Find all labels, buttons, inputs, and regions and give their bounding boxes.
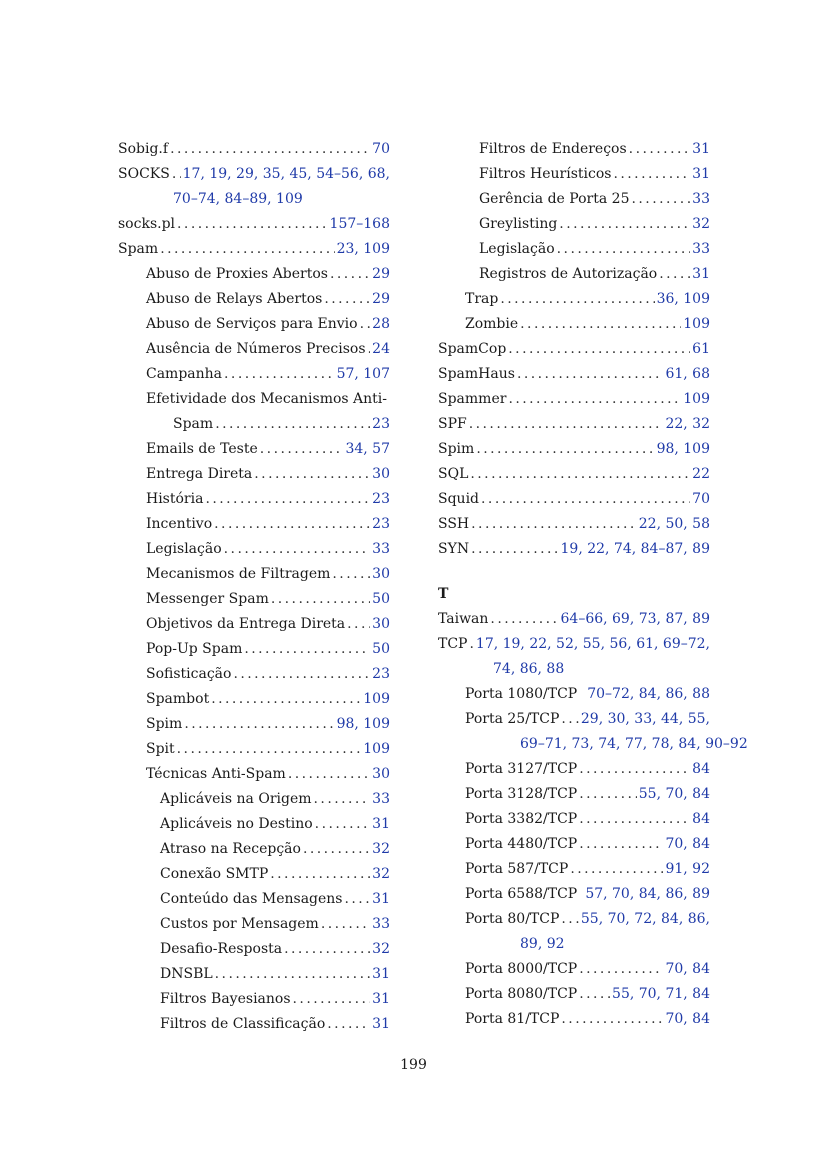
page-references-link[interactable]: 28 bbox=[372, 316, 390, 332]
index-entry-socks-pl bbox=[118, 212, 390, 237]
page-references-link[interactable]: 55, 70, 72, 84, 86, bbox=[580, 911, 710, 927]
dot-leader bbox=[244, 637, 370, 662]
page-references-link[interactable]: 109 bbox=[683, 391, 710, 407]
dot-leader bbox=[345, 887, 371, 912]
index-entry-sql bbox=[438, 462, 710, 487]
page-references-link[interactable]: 31 bbox=[372, 966, 390, 982]
index-term: DNSBL bbox=[160, 966, 213, 982]
index-entry-taiwan bbox=[438, 607, 710, 632]
page-references-continuation-link[interactable]: 89, 92 bbox=[520, 936, 565, 952]
index-term: Sofisticação bbox=[146, 666, 232, 682]
index-entry-mecanismos-de-filtragem bbox=[118, 562, 390, 587]
dot-leader bbox=[500, 287, 654, 312]
index-entry-filtros-heuristicos bbox=[438, 162, 710, 187]
page-references-link[interactable]: 32 bbox=[692, 216, 710, 232]
index-entry-spim bbox=[438, 437, 710, 462]
index-term: Spit bbox=[146, 741, 175, 757]
page-references-link[interactable]: 34, 57 bbox=[345, 441, 390, 457]
index-term: Ausência de Números Precisos bbox=[146, 341, 366, 357]
page-references-link[interactable]: 31 bbox=[692, 141, 710, 157]
index-entry-registros-de-autorizacao bbox=[438, 262, 710, 287]
index-term: Filtros de Endereços bbox=[479, 141, 627, 157]
index-term: Objetivos da Entrega Direta bbox=[146, 616, 346, 632]
page-references-link[interactable]: 32 bbox=[372, 841, 390, 857]
page-references-link[interactable]: 70 bbox=[692, 491, 710, 507]
index-entry-entrega-direta bbox=[118, 462, 390, 487]
index-term: Zombie bbox=[465, 316, 519, 332]
dot-leader bbox=[517, 362, 664, 387]
page-references-link[interactable]: 23 bbox=[372, 516, 390, 532]
dot-leader bbox=[579, 957, 663, 982]
index-entry-porta-3127-tcp bbox=[438, 757, 710, 782]
index-column-left bbox=[118, 137, 390, 1037]
index-entry-efetividade-dos-mecanismos-anti bbox=[118, 387, 390, 412]
index-term: Filtros Bayesianos bbox=[160, 991, 291, 1007]
dot-leader bbox=[629, 137, 691, 162]
index-entry-abuso-de-relays-abertos bbox=[118, 287, 390, 312]
index-term: Porta 1080/TCP bbox=[465, 686, 578, 702]
page-references-link[interactable]: 17, 19, 29, 35, 45, 54–56, 68, bbox=[182, 166, 390, 182]
index-term: Porta 81/TCP bbox=[465, 1011, 560, 1027]
index-term: Gerência de Porta 25 bbox=[479, 191, 630, 207]
index-entry-filtros-de-enderecos bbox=[438, 137, 710, 162]
dot-leader bbox=[288, 762, 370, 787]
index-term: Porta 8080/TCP bbox=[465, 986, 578, 1002]
dot-leader bbox=[508, 387, 681, 412]
index-term: SpamHaus bbox=[438, 366, 515, 382]
page-references-continuation-link[interactable]: 69–71, 73, 74, 77, 78, 84, 90–92 bbox=[520, 736, 748, 752]
dot-leader bbox=[160, 237, 334, 262]
page-references-link[interactable]: 23 bbox=[372, 491, 390, 507]
dot-leader bbox=[172, 162, 181, 187]
dot-leader bbox=[481, 487, 690, 512]
dot-leader bbox=[293, 987, 371, 1012]
index-term: Registros de Autorização bbox=[479, 266, 658, 282]
index-term: SSH bbox=[438, 516, 470, 532]
index-entry-porta-4480-tcp bbox=[438, 832, 710, 857]
dot-leader bbox=[271, 587, 370, 612]
page-references-link[interactable]: 61 bbox=[692, 341, 710, 357]
index-entry-syn bbox=[438, 537, 710, 562]
index-entry-porta-3382-tcp bbox=[438, 807, 710, 832]
page-references-link[interactable]: 91, 92 bbox=[665, 861, 710, 877]
index-entry-porta-81-tcp bbox=[438, 1007, 710, 1032]
index-entry-emails-de-teste bbox=[118, 437, 390, 462]
dot-leader bbox=[270, 862, 370, 887]
page-references-link[interactable]: 33 bbox=[372, 916, 390, 932]
page-references-link[interactable]: 30 bbox=[372, 616, 390, 632]
index-term: Técnicas Anti-Spam bbox=[146, 766, 286, 782]
index-entry-porta-25-tcp bbox=[438, 707, 710, 732]
page-references-link[interactable]: 31 bbox=[372, 891, 390, 907]
index-term: Conexão SMTP bbox=[160, 866, 269, 882]
page-references-link[interactable]: 29 bbox=[372, 291, 390, 307]
index-entry-filtros-de-classificacao bbox=[118, 1012, 390, 1037]
page-references-link[interactable]: 31 bbox=[692, 266, 710, 282]
dot-leader bbox=[469, 412, 664, 437]
dot-leader bbox=[490, 607, 558, 632]
index-entry-ausencia-de-numeros-precisos bbox=[118, 337, 390, 362]
page-references-link[interactable]: 29 bbox=[372, 266, 390, 282]
index-term: Spim bbox=[438, 441, 475, 457]
index-term: Aplicáveis na Origem bbox=[160, 791, 312, 807]
dot-leader bbox=[508, 337, 690, 362]
page-references-link[interactable]: 61, 68 bbox=[665, 366, 710, 382]
page-references-link[interactable]: 157–168 bbox=[329, 216, 390, 232]
index-term: Trap bbox=[465, 291, 499, 307]
page-references-link[interactable]: 33 bbox=[692, 241, 710, 257]
index-term: Porta 80/TCP bbox=[465, 911, 560, 927]
index-term: Filtros Heurísticos bbox=[479, 166, 612, 182]
index-entry-aplicaveis-no-destino bbox=[118, 812, 390, 837]
dot-leader bbox=[347, 612, 370, 637]
page-references-link[interactable]: 109 bbox=[683, 316, 710, 332]
index-entry-filtros-bayesianos bbox=[118, 987, 390, 1012]
page-references-link[interactable]: 98, 109 bbox=[336, 716, 390, 732]
index-entry-porta-8000-tcp bbox=[438, 957, 710, 982]
index-term: Emails de Teste bbox=[146, 441, 258, 457]
page-references-link[interactable]: 24 bbox=[372, 341, 390, 357]
index-entry-continuation bbox=[118, 412, 390, 437]
dot-leader bbox=[224, 537, 371, 562]
page-references-link[interactable]: 70–72, 84, 86, 88 bbox=[587, 686, 710, 702]
index-entry-atraso-na-recepcao bbox=[118, 837, 390, 862]
index-term: Legislação bbox=[146, 541, 222, 557]
index-entry-porta-587-tcp bbox=[438, 857, 710, 882]
dot-leader bbox=[470, 462, 690, 487]
index-term: SYN bbox=[438, 541, 470, 557]
dot-leader bbox=[315, 812, 371, 837]
dot-leader bbox=[469, 632, 473, 657]
dot-leader bbox=[561, 707, 578, 732]
page-references-link[interactable]: 57, 107 bbox=[336, 366, 390, 382]
dot-leader bbox=[632, 187, 691, 212]
index-term: SOCKS bbox=[118, 166, 170, 182]
index-term: Spim bbox=[146, 716, 183, 732]
dot-leader bbox=[321, 912, 370, 937]
index-term: História bbox=[146, 491, 204, 507]
dot-leader bbox=[368, 337, 371, 362]
section-letter-heading: T bbox=[438, 586, 449, 602]
dot-leader bbox=[214, 512, 370, 537]
index-entry-porta-80-tcp bbox=[438, 907, 710, 932]
page-references-link[interactable]: 19, 22, 74, 84–87, 89 bbox=[560, 541, 710, 557]
dot-leader bbox=[557, 237, 691, 262]
dot-leader bbox=[211, 687, 361, 712]
page-references-link[interactable]: 109 bbox=[363, 741, 390, 757]
dot-leader bbox=[233, 662, 370, 687]
page-references-link[interactable]: 23 bbox=[372, 416, 390, 432]
index-term: Mecanismos de Filtragem bbox=[146, 566, 331, 582]
page-references-link[interactable]: 32 bbox=[372, 866, 390, 882]
dot-leader bbox=[327, 1012, 370, 1037]
index-term: Squid bbox=[438, 491, 480, 507]
index-term: Messenger Spam bbox=[146, 591, 269, 607]
page-references-link[interactable]: 55, 70, 71, 84 bbox=[612, 986, 710, 1002]
page-references-link[interactable]: 22 bbox=[692, 466, 710, 482]
dot-leader bbox=[579, 807, 690, 832]
index-term: Filtros de Classificação bbox=[160, 1016, 326, 1032]
dot-leader bbox=[177, 737, 362, 762]
index-term: Desafio-Resposta bbox=[160, 941, 283, 957]
page-references-link[interactable]: 30 bbox=[372, 466, 390, 482]
dot-leader bbox=[215, 962, 371, 987]
page-references-link[interactable]: 22, 50, 58 bbox=[638, 516, 710, 532]
dot-leader bbox=[520, 312, 681, 337]
index-term-continuation: Spam bbox=[173, 416, 214, 432]
page-references-link[interactable]: 33 bbox=[372, 791, 390, 807]
index-term: socks.pl bbox=[118, 216, 176, 232]
index-term: TCP bbox=[438, 636, 468, 652]
index-entry-spit bbox=[118, 737, 390, 762]
index-term: Incentivo bbox=[146, 516, 213, 532]
index-entry-porta-6588-tcp bbox=[438, 882, 710, 907]
page-references-continuation-link[interactable]: 74, 86, 88 bbox=[493, 661, 565, 677]
page-references-link[interactable]: 57, 70, 84, 86, 89 bbox=[585, 886, 710, 902]
index-term: Porta 4480/TCP bbox=[465, 836, 578, 852]
page-references-link[interactable]: 30 bbox=[372, 566, 390, 582]
index-term: Porta 3128/TCP bbox=[465, 786, 578, 802]
page-references-link[interactable]: 70 bbox=[372, 141, 390, 157]
index-term: Porta 25/TCP bbox=[465, 711, 560, 727]
dot-leader bbox=[579, 782, 637, 807]
page-references-link[interactable]: 55, 70, 84 bbox=[638, 786, 710, 802]
index-term: Porta 3127/TCP bbox=[465, 761, 578, 777]
page-references-link[interactable]: 84 bbox=[692, 811, 710, 827]
dot-leader bbox=[260, 437, 344, 462]
page-references-link[interactable]: 31 bbox=[692, 166, 710, 182]
index-entry-socks bbox=[118, 162, 390, 187]
index-entry-zombie bbox=[438, 312, 710, 337]
index-entry-conexao-smtp bbox=[118, 862, 390, 887]
page-references-continuation-link[interactable]: 70–74, 84–89, 109 bbox=[173, 191, 303, 207]
index-entry-porta-3128-tcp bbox=[438, 782, 710, 807]
index-entry-legislacao bbox=[118, 537, 390, 562]
index-entry-legislacao bbox=[438, 237, 710, 262]
index-term: Abuso de Serviços para Envio bbox=[146, 316, 358, 332]
index-entry-abuso-de-proxies-abertos bbox=[118, 262, 390, 287]
page-references-link[interactable]: 84 bbox=[692, 761, 710, 777]
page-number: 199 bbox=[400, 1057, 427, 1073]
index-entry-gerencia-de-porta-25 bbox=[438, 187, 710, 212]
dot-leader bbox=[170, 137, 370, 162]
page-references-link[interactable]: 31 bbox=[372, 1016, 390, 1032]
index-entry-spim bbox=[118, 712, 390, 737]
index-entry-spf bbox=[438, 412, 710, 437]
dot-leader bbox=[579, 982, 610, 1007]
dot-leader bbox=[205, 487, 370, 512]
index-term: Porta 587/TCP bbox=[465, 861, 569, 877]
dot-leader bbox=[471, 537, 558, 562]
index-entry-custos-por-mensagem bbox=[118, 912, 390, 937]
index-entry-squid bbox=[438, 487, 710, 512]
index-term: Abuso de Proxies Abertos bbox=[146, 266, 328, 282]
index-term: Porta 8000/TCP bbox=[465, 961, 578, 977]
page-references-link[interactable]: 30 bbox=[372, 766, 390, 782]
index-entry-abuso-de-servicos-para-envio bbox=[118, 312, 390, 337]
index-entry-campanha bbox=[118, 362, 390, 387]
page-references-link[interactable]: 36, 109 bbox=[656, 291, 710, 307]
index-entry-tecnicas-anti-spam bbox=[118, 762, 390, 787]
page-references-link[interactable]: 31 bbox=[372, 991, 390, 1007]
index-entry-conteudo-das-mensagens bbox=[118, 887, 390, 912]
index-term: Porta 3382/TCP bbox=[465, 811, 578, 827]
dot-leader bbox=[471, 512, 637, 537]
index-term: Spam bbox=[118, 241, 159, 257]
page-references-link[interactable]: 70, 84 bbox=[665, 836, 710, 852]
index-term: Aplicáveis no Destino bbox=[160, 816, 313, 832]
index-entry-pop-up-spam bbox=[118, 637, 390, 662]
index-term: Porta 6588/TCP bbox=[465, 886, 578, 902]
index-term: Sobig.f bbox=[118, 141, 169, 157]
dot-leader bbox=[659, 262, 690, 287]
page-references-link[interactable]: 29, 30, 33, 44, 55, bbox=[580, 711, 710, 727]
page-references-link[interactable]: 22, 32 bbox=[665, 416, 710, 432]
dot-leader bbox=[284, 937, 370, 962]
page-references-link[interactable]: 50 bbox=[372, 591, 390, 607]
index-term: Atraso na Recepção bbox=[160, 841, 301, 857]
index-entry-greylisting bbox=[438, 212, 710, 237]
dot-leader bbox=[324, 287, 370, 312]
dot-leader bbox=[314, 787, 371, 812]
index-entry-sofisticacao bbox=[118, 662, 390, 687]
page-references-link[interactable]: 31 bbox=[372, 816, 390, 832]
dot-leader bbox=[613, 162, 690, 187]
index-term: Legislação bbox=[479, 241, 555, 257]
index-column-right bbox=[438, 137, 748, 1032]
dot-leader bbox=[224, 362, 335, 387]
index-entry-spamhaus bbox=[438, 362, 710, 387]
dot-leader bbox=[570, 857, 663, 882]
index-term: Spambot bbox=[146, 691, 210, 707]
index-entry-aplicaveis-na-origem bbox=[118, 787, 390, 812]
index-term: Custos por Mensagem bbox=[160, 916, 319, 932]
index-entry-historia bbox=[118, 487, 390, 512]
index-entry-ssh bbox=[438, 512, 710, 537]
dot-leader bbox=[559, 212, 690, 237]
page-references-link[interactable]: 33 bbox=[372, 541, 390, 557]
page-references-link[interactable]: 64–66, 69, 73, 87, 89 bbox=[560, 611, 710, 627]
dot-leader bbox=[332, 562, 370, 587]
index-entry-trap bbox=[438, 287, 710, 312]
dot-leader bbox=[360, 312, 371, 337]
dot-leader bbox=[215, 412, 370, 437]
page-references-link[interactable]: 17, 19, 22, 52, 55, 56, 61, 69–72, bbox=[475, 636, 710, 652]
page-references-link[interactable]: 109 bbox=[363, 691, 390, 707]
dot-leader bbox=[561, 907, 578, 932]
index-term: Efetividade dos Mecanismos Anti- bbox=[146, 391, 387, 407]
index-entry-messenger-spam bbox=[118, 587, 390, 612]
dot-leader bbox=[177, 212, 328, 237]
index-term: SQL bbox=[438, 466, 469, 482]
page-references-link[interactable]: 98, 109 bbox=[656, 441, 710, 457]
index-entry-tcp bbox=[438, 632, 710, 657]
page-references-link[interactable]: 70, 84 bbox=[665, 961, 710, 977]
dot-leader bbox=[476, 437, 654, 462]
dot-leader bbox=[561, 1007, 663, 1032]
index-term: Pop-Up Spam bbox=[146, 641, 243, 657]
dot-leader bbox=[303, 837, 370, 862]
index-entry-incentivo bbox=[118, 512, 390, 537]
page-references-link[interactable]: 23, 109 bbox=[336, 241, 390, 257]
dot-leader bbox=[579, 832, 663, 857]
index-entry-sobig-f bbox=[118, 137, 390, 162]
index-term: Greylisting bbox=[479, 216, 558, 232]
index-entry-porta-1080-tcp bbox=[438, 682, 710, 707]
index-term: Abuso de Relays Abertos bbox=[146, 291, 323, 307]
index-entry-desafio-resposta bbox=[118, 937, 390, 962]
dot-leader bbox=[184, 712, 334, 737]
index-term: Taiwan bbox=[438, 611, 489, 627]
index-term: Campanha bbox=[146, 366, 223, 382]
page-references-link[interactable]: 23 bbox=[372, 666, 390, 682]
page-references-link[interactable]: 70, 84 bbox=[665, 1011, 710, 1027]
index-entry-spam bbox=[118, 237, 390, 262]
index-entry-porta-8080-tcp bbox=[438, 982, 710, 1007]
index-term: Conteúdo das Mensagens bbox=[160, 891, 343, 907]
index-term: SPF bbox=[438, 416, 467, 432]
page-references-link[interactable]: 33 bbox=[692, 191, 710, 207]
dot-leader bbox=[254, 462, 370, 487]
dot-leader bbox=[579, 757, 690, 782]
index-entry-spamcop bbox=[438, 337, 710, 362]
index-term: Entrega Direta bbox=[146, 466, 253, 482]
index-entry-dnsbl bbox=[118, 962, 390, 987]
index-entry-spambot bbox=[118, 687, 390, 712]
index-term: SpamCop bbox=[438, 341, 507, 357]
page-references-link[interactable]: 50 bbox=[372, 641, 390, 657]
index-entry-spammer bbox=[438, 387, 710, 412]
index-entry-objetivos-da-entrega-direta bbox=[118, 612, 390, 637]
index-term: Spammer bbox=[438, 391, 507, 407]
dot-leader bbox=[330, 262, 370, 287]
page-references-link[interactable]: 32 bbox=[372, 941, 390, 957]
